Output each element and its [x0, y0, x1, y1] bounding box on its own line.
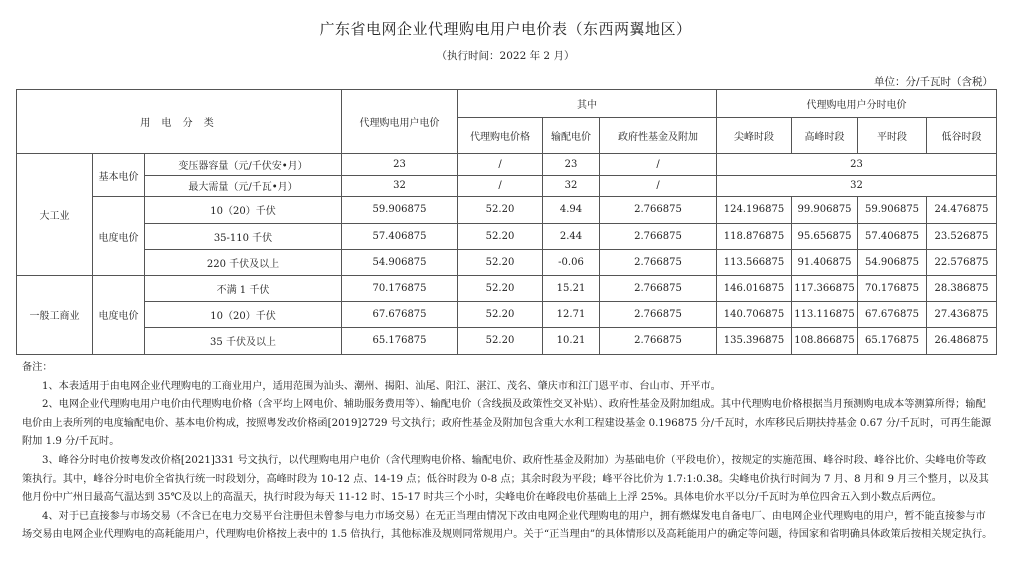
cell-price: 70.176875	[342, 275, 458, 301]
header-peak-sharp: 尖峰时段	[717, 118, 792, 153]
cell-purchase: 52.20	[458, 223, 543, 249]
cell-transmission: -0.06	[543, 249, 600, 275]
cell-fund: 2.766875	[600, 197, 717, 223]
cell-price: 67.676875	[342, 301, 458, 327]
note-item: 1、本表适用于由电网企业代理购电的工商业用户，适用范围为汕头、潮州、揭阳、汕尾、阳江、湛江、茂名、肇庆市和江门恩平市、台山市、开平市。	[42, 380, 721, 392]
cell-purchase: /	[458, 153, 543, 175]
cell-price: 32	[342, 175, 458, 197]
header-of-which: 其中	[458, 90, 717, 118]
page-title: 广东省电网企业代理购电用户电价表（东西两翼地区）	[319, 20, 692, 38]
cell-purchase: 52.20	[458, 275, 543, 301]
cell-valley: 23.526875	[927, 223, 997, 249]
cell-transmission: 23	[543, 153, 600, 175]
cell-fund: 2.766875	[600, 275, 717, 301]
table-row	[17, 223, 997, 249]
cell-fund: /	[600, 153, 717, 175]
cell-peak-sharp: 135.396875	[717, 327, 792, 354]
cell-valley: 24.476875	[927, 197, 997, 223]
notes-heading: 备注：	[22, 362, 53, 373]
cell-flat: 54.906875	[858, 249, 927, 275]
cell-price: 59.906875	[342, 197, 458, 223]
cell-transmission: 32	[543, 175, 600, 197]
cell-fund: 2.766875	[600, 301, 717, 327]
cell-purchase: 52.20	[458, 301, 543, 327]
header-purchase-price: 代理购电价格	[458, 118, 543, 153]
cell-flat: 57.406875	[858, 223, 927, 249]
cell-price: 54.906875	[342, 249, 458, 275]
cell-peak-sharp: 140.706875	[717, 301, 792, 327]
price-table	[16, 89, 997, 355]
effective-date: （执行时间：2022 年 2 月）	[436, 50, 575, 62]
header-valley: 低谷时段	[927, 118, 997, 153]
cell-purchase: 52.20	[458, 249, 543, 275]
cell-purchase: 52.20	[458, 327, 543, 354]
cell-flat: 59.906875	[858, 197, 927, 223]
row-name: 35-110 千伏	[145, 223, 342, 249]
cell-flat: 65.176875	[858, 327, 927, 354]
cell-transmission: 15.21	[543, 275, 600, 301]
cell-peak: 108.866875	[792, 327, 858, 354]
header-transmission: 输配电价	[543, 118, 600, 153]
cell-fund: 2.766875	[600, 327, 717, 354]
cell-peak: 99.906875	[792, 197, 858, 223]
cell-fund: /	[600, 175, 717, 197]
cell-peak: 91.406875	[792, 249, 858, 275]
cell-peak-sharp: 146.016875	[717, 275, 792, 301]
table-row	[17, 175, 997, 197]
cell-flat: 70.176875	[858, 275, 927, 301]
cell-peak: 113.116875	[792, 301, 858, 327]
note-item: 3、峰谷分时电价按粤发改价格[2021]331 号文执行，以代理购电用户电价（含代理购电价格、输配电价、政府性基金及附加）为基础电价（平段电价），按规定的实施范围、峰谷时段、峰谷比价、尖峰电价等政策执行。其中，峰谷分时电价全省执行统一时段划分，高峰时段为 10-12 点、14-19 点；低谷时段为 0-8 点；其余时段为平段；峰平谷比价为 1.7:1:0.38。尖峰电价执行时间为 7 月、8 月和 9 月三个整月，以及其他月份中广州日最高气温达到 35℃及以上的高温天，执行时段为每天 11-12 时、15-17 时共三个小时，尖峰电价在峰段电价基础上上浮 25%。具体电价水平以分/千瓦时为单位四舍五入到小数点后两位。	[22, 454, 989, 504]
cell-transmission: 12.71	[543, 301, 600, 327]
row-name: 变压器容量（元/千伏安•月）	[145, 153, 342, 175]
row-name: 10（20）千伏	[145, 301, 342, 327]
cell-peak-sharp: 124.196875	[717, 197, 792, 223]
cell-price: 57.406875	[342, 223, 458, 249]
cell-valley: 28.386875	[927, 275, 997, 301]
cell-purchase: 52.20	[458, 197, 543, 223]
table-row	[17, 153, 997, 175]
row-name: 220 千伏及以上	[145, 249, 342, 275]
notes-section	[22, 359, 994, 545]
header-flat: 平时段	[858, 118, 927, 153]
cell-transmission: 10.21	[543, 327, 600, 354]
row-name: 10（20）千伏	[145, 197, 342, 223]
cell-fund: 2.766875	[600, 249, 717, 275]
header-fund: 政府性基金及附加	[600, 118, 717, 153]
cell-tou: 23	[717, 153, 997, 175]
note-item: 4、对于已直接参与市场交易（不含已在电力交易平台注册但未曾参与电力市场交易）在无正当理由情况下改由电网企业代理购电的用户，拥有燃煤发电自备电厂、由电网企业代理购电的用户，暂不能直接参与市场交易由电网企业代理购电的高耗能用户，代理购电价格按上表中的 1.5 倍执行，其他标准及规则同常规用户。关于“正当理由”的具体情形以及高耗能用户的确定等问题，待国家和省明确具体政策后按相关规定执行。	[22, 510, 993, 541]
cell-peak-sharp: 118.876875	[717, 223, 792, 249]
header-tou: 代理购电用户分时电价	[717, 90, 997, 118]
header-row	[17, 90, 997, 118]
table-row	[17, 327, 997, 354]
cell-price: 65.176875	[342, 327, 458, 354]
energy-price-label: 电度电价	[93, 275, 145, 354]
cell-tou: 32	[717, 175, 997, 197]
basic-price-label: 基本电价	[93, 153, 145, 197]
row-name: 最大需量（元/千瓦•月）	[145, 175, 342, 197]
cell-fund: 2.766875	[600, 223, 717, 249]
row-name: 35 千伏及以上	[145, 327, 342, 354]
cell-peak: 95.656875	[792, 223, 858, 249]
table-row	[17, 301, 997, 327]
header-peak: 高峰时段	[792, 118, 858, 153]
row-name: 不满 1 千伏	[145, 275, 342, 301]
cell-purchase: /	[458, 175, 543, 197]
header-category: 用 电 分 类	[17, 90, 342, 154]
large-industry-label: 大工业	[17, 153, 93, 275]
table-row	[17, 197, 997, 223]
cell-flat: 67.676875	[858, 301, 927, 327]
cell-valley: 26.486875	[927, 327, 997, 354]
cell-price: 23	[342, 153, 458, 175]
note-item: 2、电网企业代理购电用户电价由代理购电价格（含平均上网电价、辅助服务费用等）、输配电价（含线损及政策性交叉补贴）、政府性基金及附加组成。其中代理购电价格根据当月预测购电成本等测算所得；输配电价由上表所列的电度输配电价、基本电价构成，按照粤发改价格函[2019]2729 号文执行；政府性基金及附加包含重大水利工程建设基金 0.196875 分/千瓦时，水库移民后期扶持基金 0.67 分/千瓦时，可再生能源附加 1.9 分/千瓦时。	[22, 399, 992, 448]
cell-valley: 27.436875	[927, 301, 997, 327]
header-agent-price: 代理购电用户电价	[342, 90, 458, 154]
general-industry-label: 一般工商业	[17, 275, 93, 354]
table-row	[17, 275, 997, 301]
cell-transmission: 2.44	[543, 223, 600, 249]
cell-transmission: 4.94	[543, 197, 600, 223]
cell-valley: 22.576875	[927, 249, 997, 275]
cell-peak-sharp: 113.566875	[717, 249, 792, 275]
cell-peak: 117.366875	[792, 275, 858, 301]
unit-label: 单位：分/千瓦时（含税）	[873, 76, 993, 88]
table-row	[17, 249, 997, 275]
energy-price-label: 电度电价	[93, 197, 145, 275]
